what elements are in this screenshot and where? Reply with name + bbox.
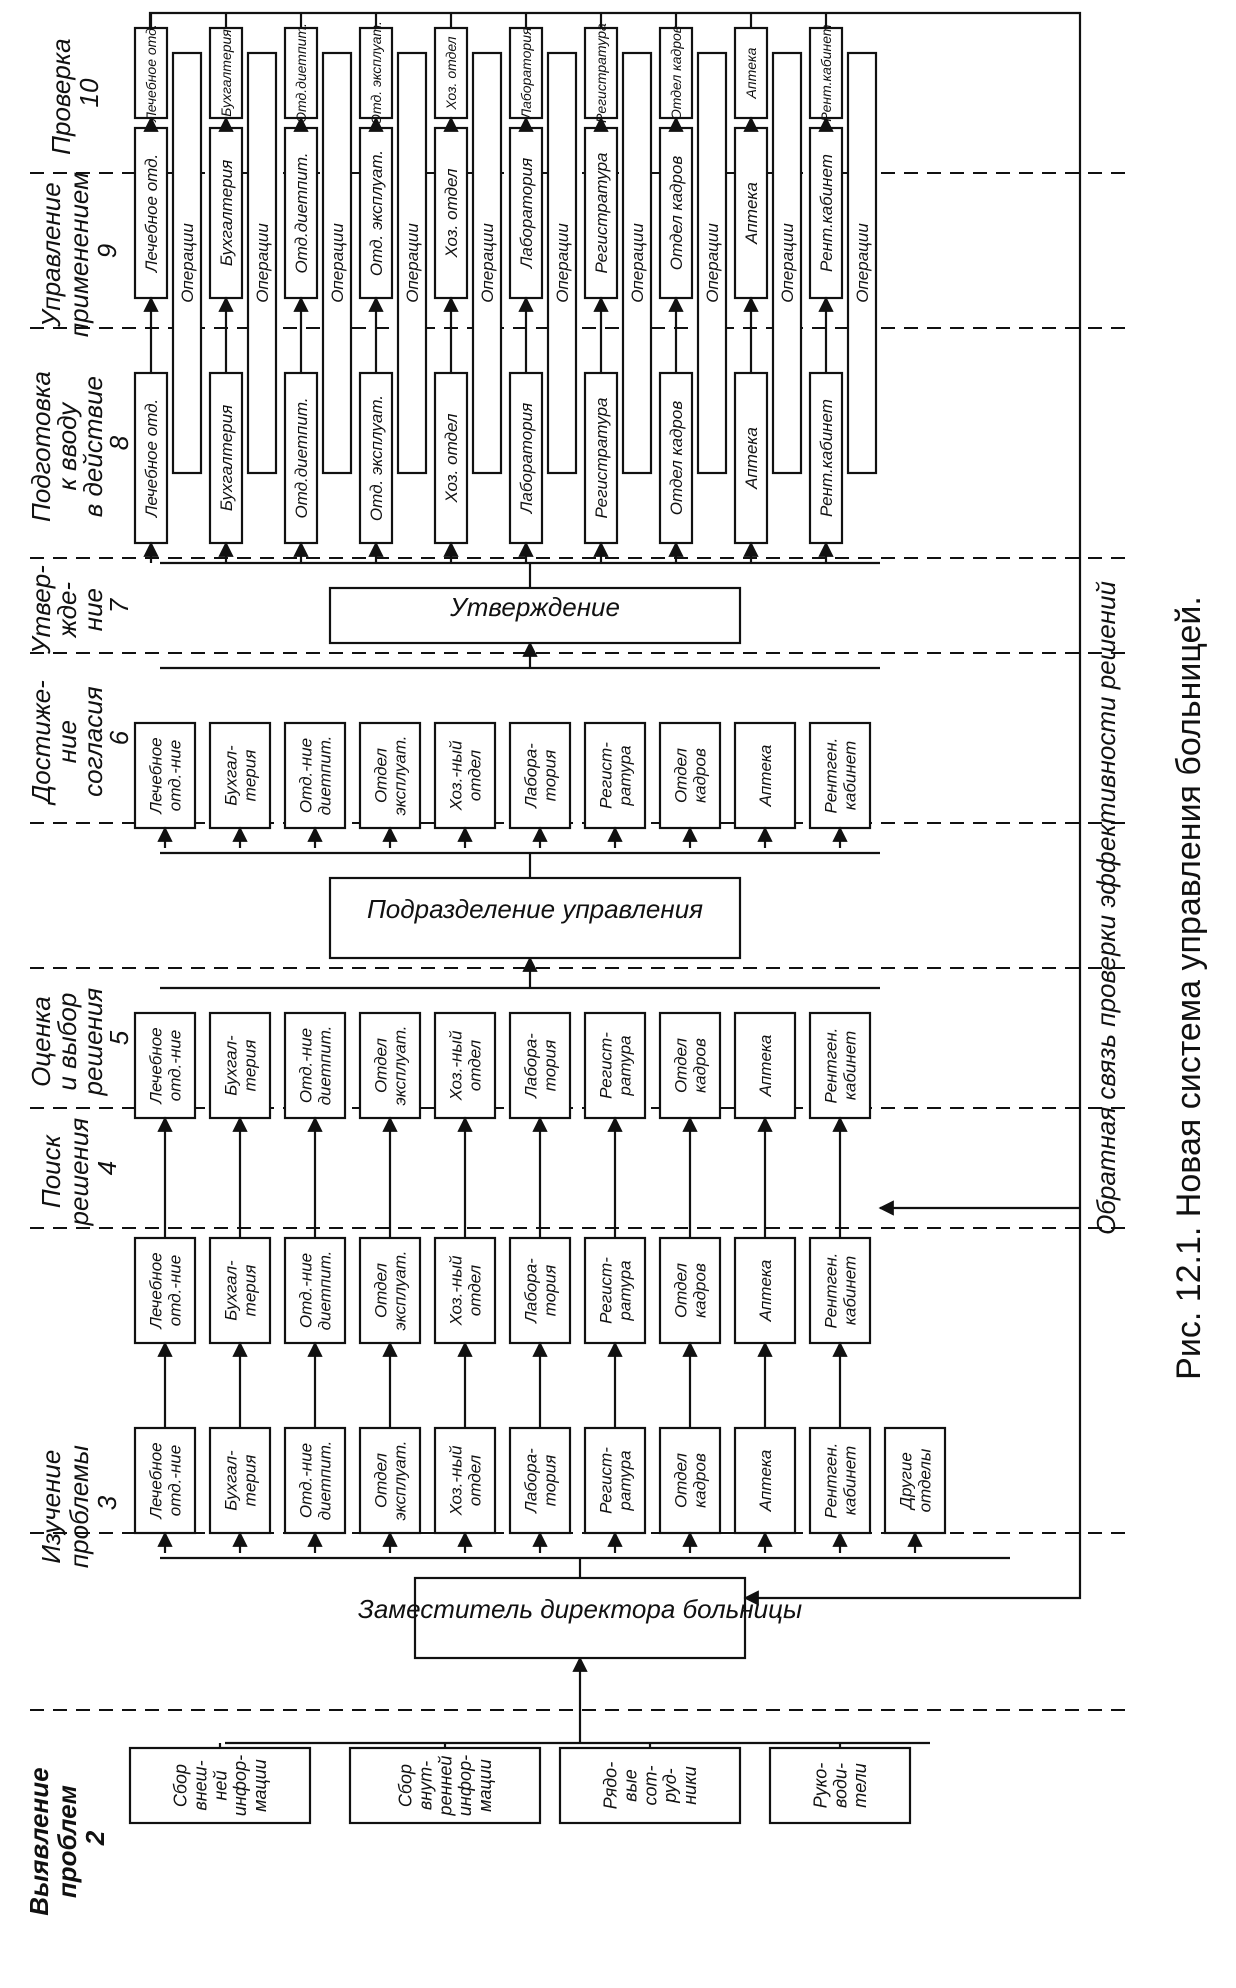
stage8-dept-10-label: Рент.кабинет: [816, 399, 836, 517]
stage9-dept-5: [435, 128, 467, 298]
stage3-dept-2-label: Бухгал-терия: [221, 1450, 260, 1511]
stage6-dept-10: [810, 723, 870, 828]
stage10-dept-4-label: Отд. эксплуат.: [367, 21, 384, 125]
operations-bar-2: [248, 53, 276, 473]
stage8-dept-7: [585, 373, 617, 543]
stage6-dept-3-label: Отд.-ниедиетпит.: [296, 735, 335, 816]
stage3-dept-10-label: Рентген.кабинет: [821, 1442, 860, 1519]
operations-bar-8-label: Операции: [702, 223, 722, 303]
stage9-dept-9: [735, 128, 767, 298]
stage6-dept-6: [510, 723, 570, 828]
stage9-dept-8: [660, 128, 692, 298]
stage6-dept-5-label: Хоз.-ныйотдел: [446, 740, 485, 811]
stage9-dept-6-label: Лаборатория: [516, 157, 536, 269]
stage8-dept-2-label: Бухгалтерия: [216, 404, 236, 512]
source-box-2: [350, 1748, 540, 1823]
feedback-label: Обратная связь проверки эффективности решений: [1091, 581, 1121, 1235]
stage9-dept-3: [285, 128, 317, 298]
stage5-dept-4: [360, 1013, 420, 1118]
stage4-dept-7-label: Регист-ратура: [596, 1257, 635, 1324]
stage10-dept-6: [510, 27, 542, 119]
stage8-10-departments: [135, 13, 876, 563]
stage10-dept-1-label: Лечебное отд.: [142, 24, 159, 122]
stage10-dept-7: [585, 23, 617, 123]
stage4-dept-3-label: Отд.-ниедиетпит.: [296, 1250, 335, 1331]
stage8-dept-9-label: Аптека: [741, 427, 761, 489]
stage6-dept-2-label: Бухгал-терия: [221, 745, 260, 806]
stage8-dept-3-label: Отд.диетпит.: [291, 397, 311, 519]
stage5-dept-4-label: Отделэксплуат.: [371, 1025, 410, 1106]
stage4-dept-6: [510, 1238, 570, 1343]
stage3-dept-8-label: Отделкадров: [671, 1452, 710, 1509]
source-box-4-label: Руко-води-тели: [810, 1762, 871, 1809]
stage4-dept-5-label: Хоз.-ныйотдел: [446, 1255, 485, 1326]
stage3-dept-3-label: Отд.-ниедиетпит.: [296, 1440, 335, 1521]
stage6-dept-8-label: Отделкадров: [671, 747, 710, 804]
stage9-dept-7-label: Регистратура: [591, 152, 611, 274]
stage5-dept-1: [135, 1013, 195, 1118]
stage9-dept-1: [135, 128, 167, 298]
operations-bar-2-label: Операции: [252, 223, 272, 303]
stage3-departments: [135, 1428, 945, 1553]
stage-headers: [24, 31, 134, 1916]
stage8-dept-8-label: Отдел кадров: [666, 400, 686, 516]
stage5-dept-2: [210, 1013, 270, 1118]
stage8-dept-2: [210, 373, 242, 543]
stage6-dept-9: [735, 723, 795, 828]
stage6-dept-7-label: Регист-ратура: [596, 742, 635, 809]
stage4-dept-10: [810, 1238, 870, 1343]
stage5-dept-3-label: Отд.-ниедиетпит.: [296, 1025, 335, 1106]
stage10-dept-9-label: Аптека: [742, 47, 759, 99]
stage8-dept-4-label: Отд. эксплуат.: [366, 394, 386, 522]
operations-bar-9-label: Операции: [777, 223, 797, 303]
stage5-dept-9: [735, 1013, 795, 1118]
stage4-dept-1-label: Лечебноеотд.-ние: [146, 1252, 185, 1329]
operations-bar-1-label: Операции: [177, 223, 197, 303]
stage8-dept-10: [810, 373, 842, 543]
stage3-dept-2: [210, 1428, 270, 1533]
operations-bar-9: [773, 53, 801, 473]
stage-header-7: Утвер- жде- ние 7: [26, 565, 134, 655]
stage4-dept-9: [735, 1238, 795, 1343]
stage4-dept-7: [585, 1238, 645, 1343]
operations-bar-6: [548, 53, 576, 473]
stage-header-8: Подготовка к вводу в действие 8: [26, 371, 134, 523]
stage-header-9: Управление применением 9: [36, 172, 122, 338]
stage3-dept-5-label: Хоз.-ныйотдел: [446, 1445, 485, 1516]
operations-bar-1: [173, 53, 201, 473]
operations-bar-4-label: Операции: [402, 223, 422, 303]
stage6-dept-8: [660, 723, 720, 828]
stage5-dept-10-label: Рентген.кабинет: [821, 1027, 860, 1104]
operations-bar-6-label: Операции: [552, 223, 572, 303]
stage5-dept-6: [510, 1013, 570, 1118]
stage8-dept-1-label: Лечебное отд.: [141, 398, 161, 518]
management-units-label: Подразделение управления: [366, 894, 704, 924]
stage10-dept-5-label: Хоз. отдел: [442, 36, 459, 110]
stage6-dept-7: [585, 723, 645, 828]
stage9-dept-4: [360, 128, 392, 298]
stage5-dept-10: [810, 1013, 870, 1118]
operations-bar-10-label: Операции: [852, 223, 872, 303]
stage3-dept-9: [735, 1428, 795, 1533]
operations-bar-7: [623, 53, 651, 473]
stage9-dept-10-label: Рент.кабинет: [816, 154, 836, 272]
stage9-dept-6: [510, 128, 542, 298]
stage4-dept-5: [435, 1238, 495, 1343]
stage3-dept-11-label: Другиеотделы: [896, 1448, 935, 1513]
stage4-dept-4: [360, 1238, 420, 1343]
stage5-dept-5: [435, 1013, 495, 1118]
source-box-4: [770, 1748, 910, 1823]
stage6-dept-4-label: Отделэксплуат.: [371, 735, 410, 816]
operations-bar-4: [398, 53, 426, 473]
stage3-dept-6-label: Лабора-тория: [521, 1448, 560, 1513]
stage10-dept-2: [210, 28, 242, 118]
stage10-dept-1: [135, 24, 167, 123]
operations-bar-3-label: Операции: [327, 223, 347, 303]
operations-bar-8: [698, 53, 726, 473]
stage9-dept-8-label: Отдел кадров: [666, 155, 686, 271]
stage4-dept-2-label: Бухгал-терия: [221, 1260, 260, 1321]
stage3-dept-3: [285, 1428, 345, 1533]
stage3-dept-4-label: Отделэксплуат.: [371, 1440, 410, 1521]
stage5-dept-8: [660, 1013, 720, 1118]
stage6-dept-4: [360, 723, 420, 828]
stage-header-4: Поиск решения 4: [36, 1117, 122, 1226]
stage9-dept-2: [210, 128, 242, 298]
stage4-dept-2: [210, 1238, 270, 1343]
stage6-dept-3: [285, 723, 345, 828]
stage10-dept-5: [435, 28, 467, 118]
stage10-dept-3: [285, 23, 317, 123]
stage10-dept-2-label: Бухгалтерия: [217, 29, 234, 117]
operations-bar-7-label: Операции: [627, 223, 647, 303]
stage6-dept-2: [210, 723, 270, 828]
stage4-dept-6-label: Лабора-тория: [521, 1258, 560, 1323]
stage3-dept-4: [360, 1428, 420, 1533]
stage5-dept-2-label: Бухгал-терия: [221, 1035, 260, 1096]
source-box-2-label: Сборвнут-реннейинфор-мации: [395, 1754, 495, 1817]
stage4-dept-4-label: Отделэксплуат.: [371, 1250, 410, 1331]
stage6-departments: [135, 723, 870, 848]
operations-bar-5-label: Операции: [477, 223, 497, 303]
stage4-departments: [135, 1138, 870, 1428]
figure-caption: Рис. 12.1. Новая система управления больницей.: [1170, 596, 1208, 1380]
information-sources: [130, 1743, 910, 1823]
stage8-dept-5-label: Хоз. отдел: [441, 413, 461, 503]
stage8-dept-5: [435, 373, 467, 543]
stage8-dept-7-label: Регистратура: [591, 397, 611, 519]
stage4-dept-10-label: Рентген.кабинет: [821, 1252, 860, 1329]
deputy-director-label: Заместитель директора больницы: [357, 1594, 803, 1624]
stage9-dept-4-label: Отд. эксплуат.: [366, 149, 386, 277]
stage8-dept-4: [360, 373, 392, 543]
stage9-dept-2-label: Бухгалтерия: [216, 159, 236, 267]
stage8-dept-8: [660, 373, 692, 543]
stage4-dept-9-label: Аптека: [755, 1259, 775, 1322]
stage3-dept-11: [885, 1428, 945, 1533]
operations-bar-3: [323, 53, 351, 473]
stage10-dept-8-label: Отдел кадров: [667, 25, 684, 121]
stage10-dept-6-label: Лаборатория: [517, 27, 534, 119]
stage9-dept-9-label: Аптека: [741, 182, 761, 244]
stage6-dept-1-label: Лечебноеотд.-ние: [146, 737, 185, 814]
stage3-dept-7-label: Регист-ратура: [596, 1447, 635, 1514]
stage5-dept-6-label: Лабора-тория: [521, 1033, 560, 1098]
stage9-dept-7: [585, 128, 617, 298]
stage9-dept-10: [810, 128, 842, 298]
stage9-dept-5-label: Хоз. отдел: [441, 168, 461, 258]
stage8-dept-1: [135, 373, 167, 543]
stage8-dept-6: [510, 373, 542, 543]
stage4-dept-1: [135, 1238, 195, 1343]
stage10-dept-3-label: Отд.диетпит.: [292, 23, 309, 123]
stage6-dept-5: [435, 723, 495, 828]
stage4-dept-8-label: Отделкадров: [671, 1262, 710, 1319]
stage6-dept-10-label: Рентген.кабинет: [821, 737, 860, 814]
operations-bar-5: [473, 53, 501, 473]
stage3-dept-1-label: Лечебноеотд.-ние: [146, 1442, 185, 1519]
rotated-diagram-group: [24, 13, 1208, 1916]
stage3-dept-5: [435, 1428, 495, 1533]
stage10-dept-10: [810, 24, 842, 121]
stage6-dept-6-label: Лабора-тория: [521, 743, 560, 808]
stage9-dept-1-label: Лечебное отд.: [141, 153, 161, 273]
stage8-dept-3: [285, 373, 317, 543]
source-box-1-label: Сборвнеш-нейинфор-мации: [170, 1754, 270, 1817]
stage4-dept-3: [285, 1238, 345, 1343]
stage5-dept-7: [585, 1013, 645, 1118]
stage5-dept-7-label: Регист-ратура: [596, 1032, 635, 1099]
stage-header-5: Оценка и выбор решения 5: [26, 987, 134, 1096]
stage3-dept-7: [585, 1428, 645, 1533]
operations-bar-10: [848, 53, 876, 473]
source-box-1: [130, 1748, 310, 1823]
stage10-dept-10-label: Рент.кабинет: [817, 24, 834, 122]
stage4-dept-8: [660, 1238, 720, 1343]
stage3-dept-6: [510, 1428, 570, 1533]
stage-header-2: Выявление проблем 2: [24, 1767, 110, 1916]
stage9-dept-3-label: Отд.диетпит.: [291, 152, 311, 274]
stage5-dept-8-label: Отделкадров: [671, 1037, 710, 1094]
stage6-dept-9-label: Аптека: [755, 744, 775, 807]
stage3-dept-10: [810, 1428, 870, 1533]
stage5-dept-5-label: Хоз.-ныйотдел: [446, 1030, 485, 1101]
stage-header-10: Проверка 10: [46, 38, 104, 155]
stage5-dept-3: [285, 1013, 345, 1118]
stage10-dept-9: [735, 28, 767, 118]
stage6-dept-1: [135, 723, 195, 828]
stage10-dept-4: [360, 21, 392, 125]
stage8-dept-9: [735, 373, 767, 543]
stage3-dept-1: [135, 1428, 195, 1533]
stage5-departments: [135, 1013, 870, 1138]
stage-header-3: Изучение проблемы 3: [36, 1445, 122, 1569]
approval-label: Утверждение: [450, 592, 620, 622]
stage5-dept-1-label: Лечебноеотд.-ние: [146, 1027, 185, 1104]
stage3-dept-8: [660, 1428, 720, 1533]
stage-header-6: Достиже- ние согласия 6: [26, 680, 134, 804]
stage3-dept-9-label: Аптека: [755, 1449, 775, 1512]
source-box-3: [560, 1748, 740, 1823]
source-box-3-label: Рядо-выесот-руд-ники: [600, 1761, 700, 1810]
stage10-dept-8: [660, 26, 692, 120]
stage5-dept-9-label: Аптека: [755, 1034, 775, 1097]
stage10-dept-7-label: Регистратура: [592, 23, 609, 123]
stage8-dept-6-label: Лаборатория: [516, 402, 536, 514]
